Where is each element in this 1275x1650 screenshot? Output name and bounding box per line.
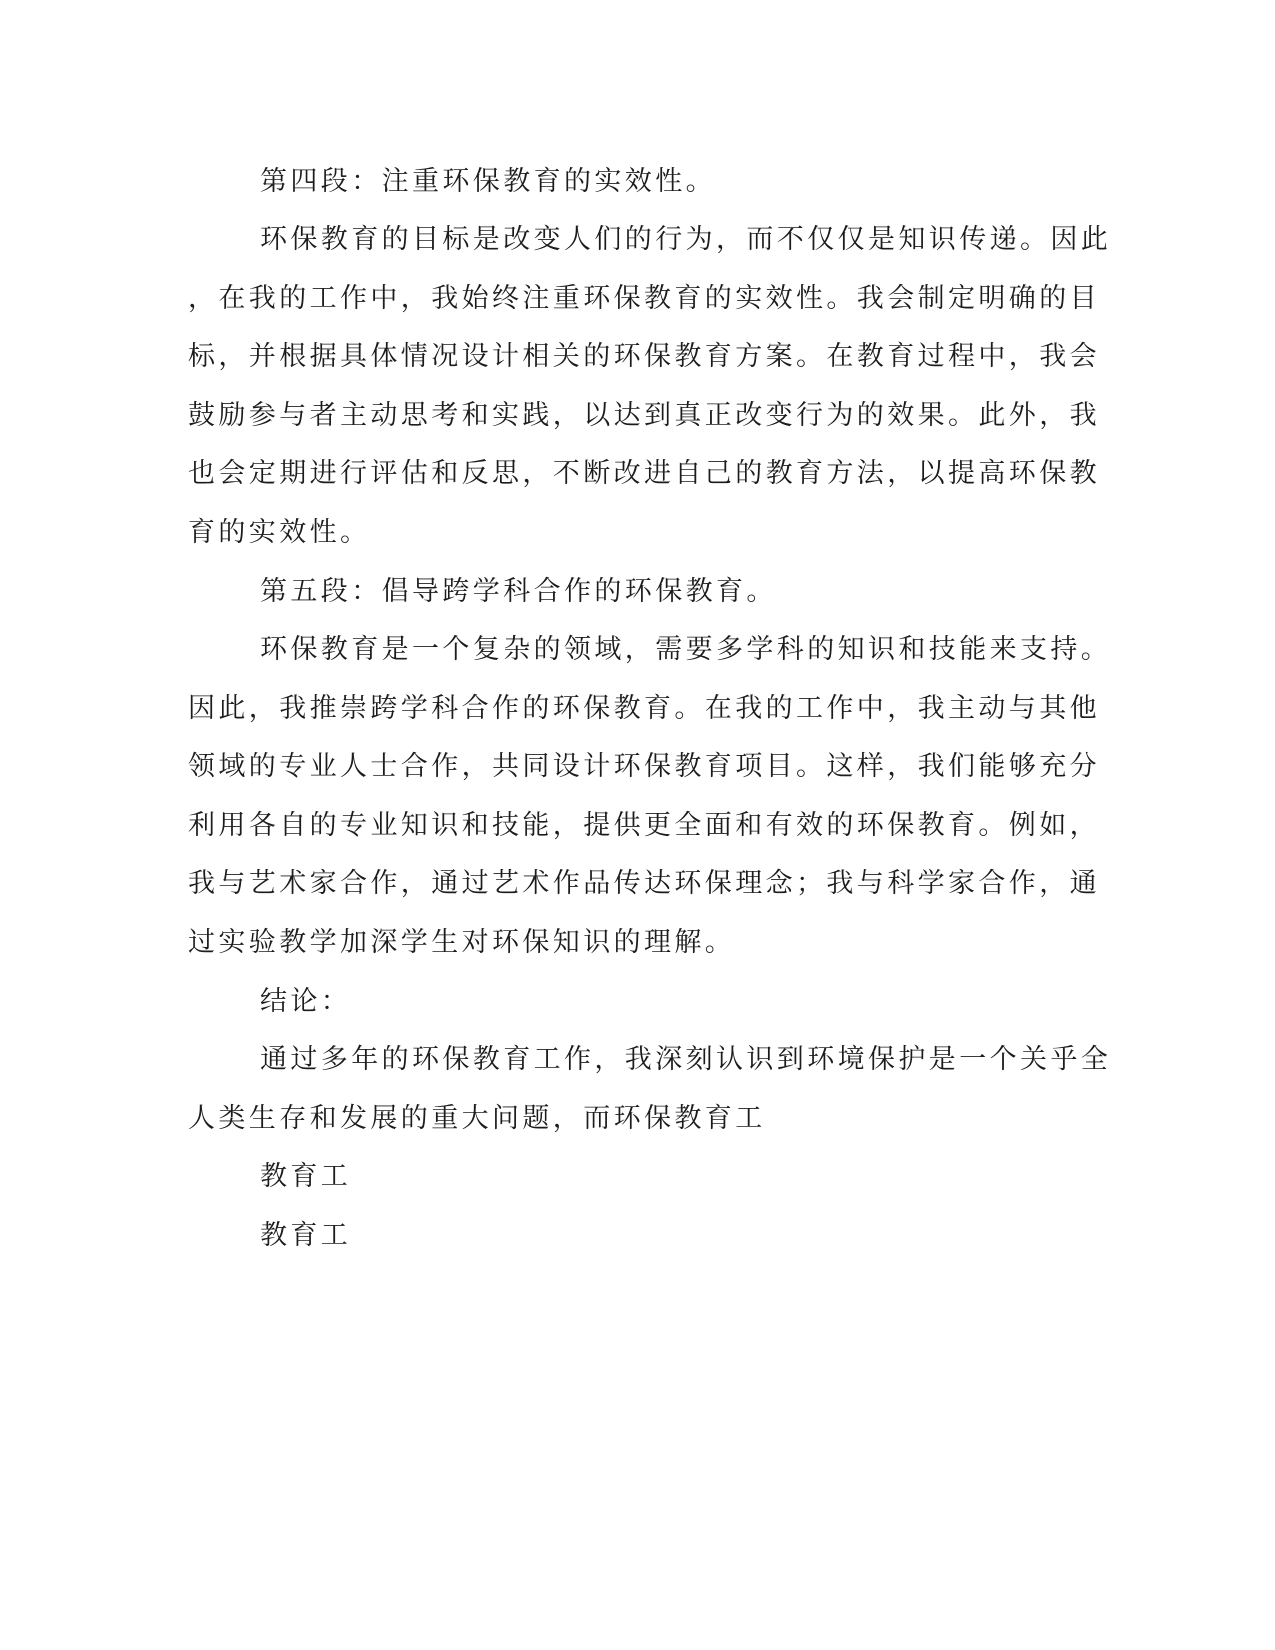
section-four-heading: 第四段：注重环保教育的实效性。 [260, 166, 716, 197]
conclusion-heading: 结论： [260, 986, 352, 1017]
paragraph-line: 因此，我推崇跨学科合作的环保教育。在我的工作中，我主动与其他 [188, 693, 1100, 724]
paragraph-line: 也会定期进行评估和反思，不断改进自己的教育方法，以提高环保教 [188, 458, 1100, 489]
paragraph-line: 通过多年的环保教育工作，我深刻认识到环境保护是一个关乎全 [260, 1044, 1112, 1075]
paragraph-line: 我与艺术家合作，通过艺术作品传达环保理念；我与科学家合作，通 [188, 868, 1100, 899]
fragment-line: 教育工 [260, 1220, 352, 1251]
paragraph-line: 鼓励参与者主动思考和实践，以达到真正改变行为的效果。此外，我 [188, 400, 1100, 431]
paragraph-line: 利用各自的专业知识和技能，提供更全面和有效的环保教育。例如， [188, 810, 1100, 841]
paragraph-line: 育的实效性。 [188, 517, 371, 548]
paragraph-line: 过实验教学加深学生对环保知识的理解。 [188, 927, 736, 958]
fragment-line: 教育工 [260, 1161, 352, 1192]
paragraph-line: 环保教育是一个复杂的领域，需要多学科的知识和技能来支持。 [260, 634, 1112, 665]
section-five-heading: 第五段：倡导跨学科合作的环保教育。 [260, 576, 777, 607]
paragraph-line: 环保教育的目标是改变人们的行为，而不仅仅是知识传递。因此 [260, 224, 1112, 255]
paragraph-line: 人类生存和发展的重大问题，而环保教育工 [188, 1103, 766, 1134]
paragraph-line: 标，并根据具体情况设计相关的环保教育方案。在教育过程中，我会 [188, 341, 1100, 372]
paragraph-line: 领域的专业人士合作，共同设计环保教育项目。这样，我们能够充分 [188, 751, 1100, 782]
paragraph-line: ，在我的工作中，我始终注重环保教育的实效性。我会制定明确的目 [188, 283, 1100, 314]
